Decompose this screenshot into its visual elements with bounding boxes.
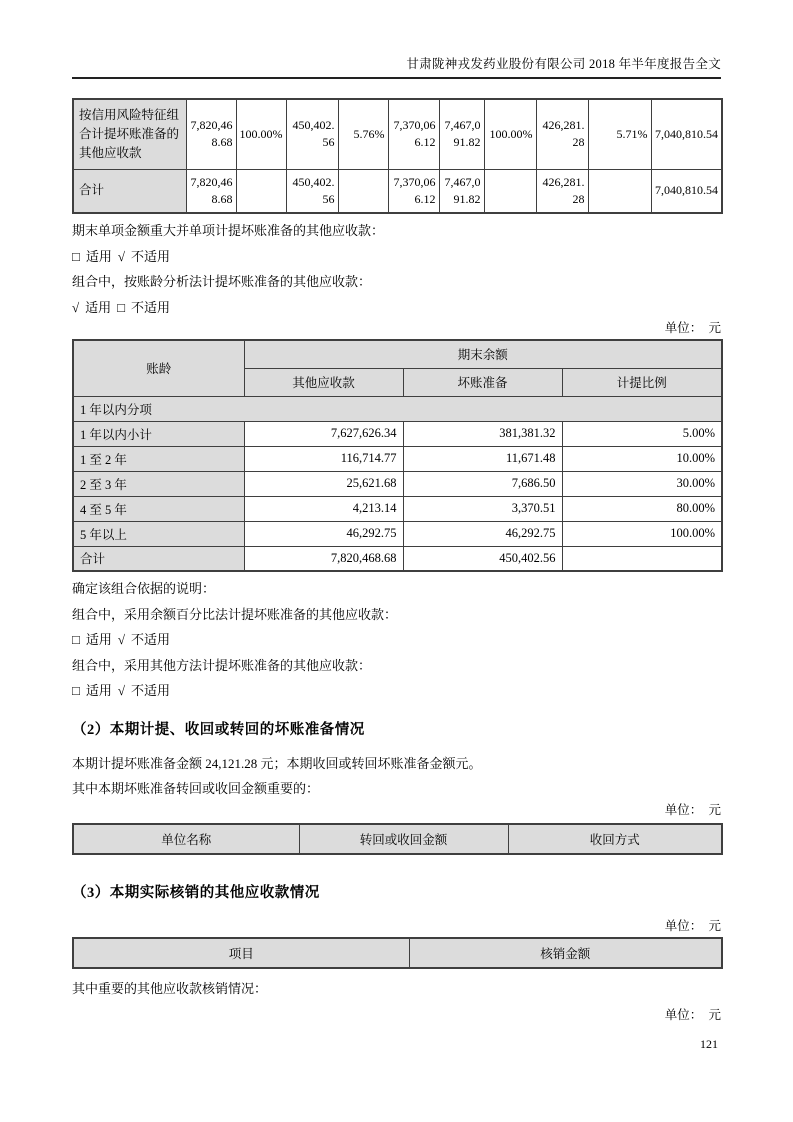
cell-value: 7,467,091.82 (439, 99, 484, 169)
section-row (73, 396, 722, 421)
cell-value (588, 169, 651, 213)
cell-value: 11,671.48 (403, 446, 562, 471)
cell-value: 7,627,626.34 (244, 421, 403, 446)
cell-value: 25,621.68 (244, 471, 403, 496)
checkbox-icon: □ (72, 248, 80, 264)
row-label: 按信用风险特征组合计提坏账准备的其他应收款 (73, 99, 186, 169)
aging-analysis-table (72, 339, 723, 572)
not-applicable-label: 不适用 (131, 683, 171, 698)
row-label: 5 年以上 (73, 521, 244, 546)
cell-value: 381,381.32 (403, 421, 562, 446)
cell-value: 4,213.14 (244, 496, 403, 521)
cell-value: 46,292.75 (403, 521, 562, 546)
not-applicable-label: 不适用 (131, 248, 171, 264)
credit-risk-portfolio-table (72, 98, 723, 214)
header-row (73, 824, 722, 854)
unit-label: 单位： 元 (664, 802, 721, 817)
applicable-label: 适用 (85, 248, 112, 264)
cell-value: 7,820,468.68 (244, 546, 403, 571)
row-label: 1 年以内小计 (73, 421, 244, 446)
section-heading-2: （2）本期计提、收回或转回的坏账准备情况 (72, 721, 365, 738)
unit-label: 单位： 元 (664, 321, 721, 335)
header-row (73, 340, 722, 368)
statement-significant-items: 期末单项金额重大并单项计提坏账准备的其他应收款： (72, 223, 385, 238)
applicability-line (72, 244, 721, 270)
write-off-table (72, 937, 723, 969)
header-row (73, 938, 722, 968)
row-label: 2 至 3 年 (73, 471, 244, 496)
unit-label: 单位： 元 (664, 918, 721, 933)
column-header-ratio: 计提比例 (562, 368, 722, 396)
cell-value: 7,820,468.68 (186, 99, 236, 169)
document-header-title: 甘肃陇神戎发药业股份有限公司 2018 年半年度报告全文 (72, 0, 721, 79)
recovery-table (72, 823, 723, 855)
table-row-total (73, 169, 722, 213)
cell-value: 7,370,066.12 (388, 99, 439, 169)
cell-value: 7,370,066.12 (388, 169, 439, 213)
cell-value: 80.00% (562, 496, 722, 521)
cell-value: 7,467,091.82 (439, 169, 484, 213)
statement-percentage-method: 组合中，采用余额百分比法计提坏账准备的其他应收款： (72, 606, 398, 622)
cell-value: 100.00% (484, 99, 536, 169)
row-label: 合计 (73, 546, 244, 571)
column-header-item: 项目 (73, 938, 409, 968)
page-content (72, 0, 721, 1024)
row-label: 4 至 5 年 (73, 496, 244, 521)
check-icon: √ (117, 248, 126, 264)
check-icon: √ (72, 299, 80, 315)
cell-value (484, 169, 536, 213)
applicable-label: 适用 (85, 299, 112, 315)
table-row (73, 496, 722, 521)
table-row (73, 99, 722, 169)
statement-basis-note: 确定该组合依据的说明： (72, 581, 216, 596)
table-row (73, 421, 722, 446)
column-group-header: 期末余额 (244, 340, 722, 368)
cell-value: 5.00% (562, 421, 722, 446)
column-header-receivable: 其他应收款 (244, 368, 403, 396)
checkbox-icon: □ (117, 299, 126, 315)
applicable-label: 适用 (85, 683, 112, 698)
cell-value: 5.71% (588, 99, 651, 169)
cell-value (236, 169, 286, 213)
row-label: 1 至 2 年 (73, 446, 244, 471)
statement-important-write-off: 其中重要的其他应收款核销情况： (72, 980, 268, 996)
checkbox-icon: □ (72, 683, 80, 698)
check-icon: √ (117, 683, 126, 698)
cell-value: 116,714.77 (244, 446, 403, 471)
cell-value: 100.00% (562, 521, 722, 546)
portfolio-method-paragraphs (72, 218, 721, 320)
cell-value: 10.00% (562, 446, 722, 471)
cell-value: 450,402.56 (403, 546, 562, 571)
column-header-aging: 账龄 (73, 340, 244, 396)
table-row (73, 521, 722, 546)
applicability-line (72, 627, 721, 653)
cell-value: 7,040,810.54 (651, 99, 722, 169)
cell-value: 3,370.51 (403, 496, 562, 521)
unit-label: 单位： 元 (664, 1008, 721, 1022)
column-header-recovery-method: 收回方式 (508, 824, 722, 854)
row-label: 合计 (73, 169, 186, 213)
statement-other-method: 组合中，采用其他方法计提坏账准备的其他应收款： (72, 657, 372, 673)
cell-value: 46,292.75 (244, 521, 403, 546)
not-applicable-label: 不适用 (131, 632, 171, 647)
cell-value: 450,402.56 (286, 99, 338, 169)
table-row-total (73, 546, 722, 571)
cell-value: 7,686.50 (403, 471, 562, 496)
section-row-label: 1 年以内分项 (73, 396, 722, 421)
cell-value: 426,281.28 (536, 99, 588, 169)
applicability-line (72, 295, 721, 321)
cell-value: 5.76% (338, 99, 388, 169)
cell-value: 7,040,810.54 (651, 169, 722, 213)
not-applicable-label: 不适用 (131, 299, 171, 315)
section-2-paragraphs (72, 751, 721, 802)
portfolio-basis-paragraphs (72, 576, 721, 704)
column-header-write-off-amount: 核销金额 (409, 938, 722, 968)
statement-important-recovery: 其中本期坏账准备转回或收回金额重要的： (72, 781, 320, 796)
statement-aging-method: 组合中，按账龄分析法计提坏账准备的其他应收款： (72, 274, 372, 289)
cell-value (338, 169, 388, 213)
column-header-unit-name: 单位名称 (73, 824, 299, 854)
page-number: 121 (700, 1037, 718, 1051)
statement-provision-amount: 本期计提坏账准备金额 24,121.28 元；本期收回或转回坏账准备金额元。 (72, 755, 482, 771)
cell-value: 426,281.28 (536, 169, 588, 213)
applicability-line (72, 678, 721, 704)
cell-value: 100.00% (236, 99, 286, 169)
applicable-label: 适用 (85, 632, 112, 647)
column-header-bad-debt: 坏账准备 (403, 368, 562, 396)
section-heading-3: （3）本期实际核销的其他应收款情况 (72, 884, 320, 901)
check-icon: √ (117, 632, 126, 647)
column-header-recovered-amount: 转回或收回金额 (299, 824, 508, 854)
table-row (73, 446, 722, 471)
cell-value: 7,820,468.68 (186, 169, 236, 213)
checkbox-icon: □ (72, 632, 80, 647)
cell-value (562, 546, 722, 571)
table-row (73, 471, 722, 496)
cell-value: 30.00% (562, 471, 722, 496)
cell-value: 450,402.56 (286, 169, 338, 213)
